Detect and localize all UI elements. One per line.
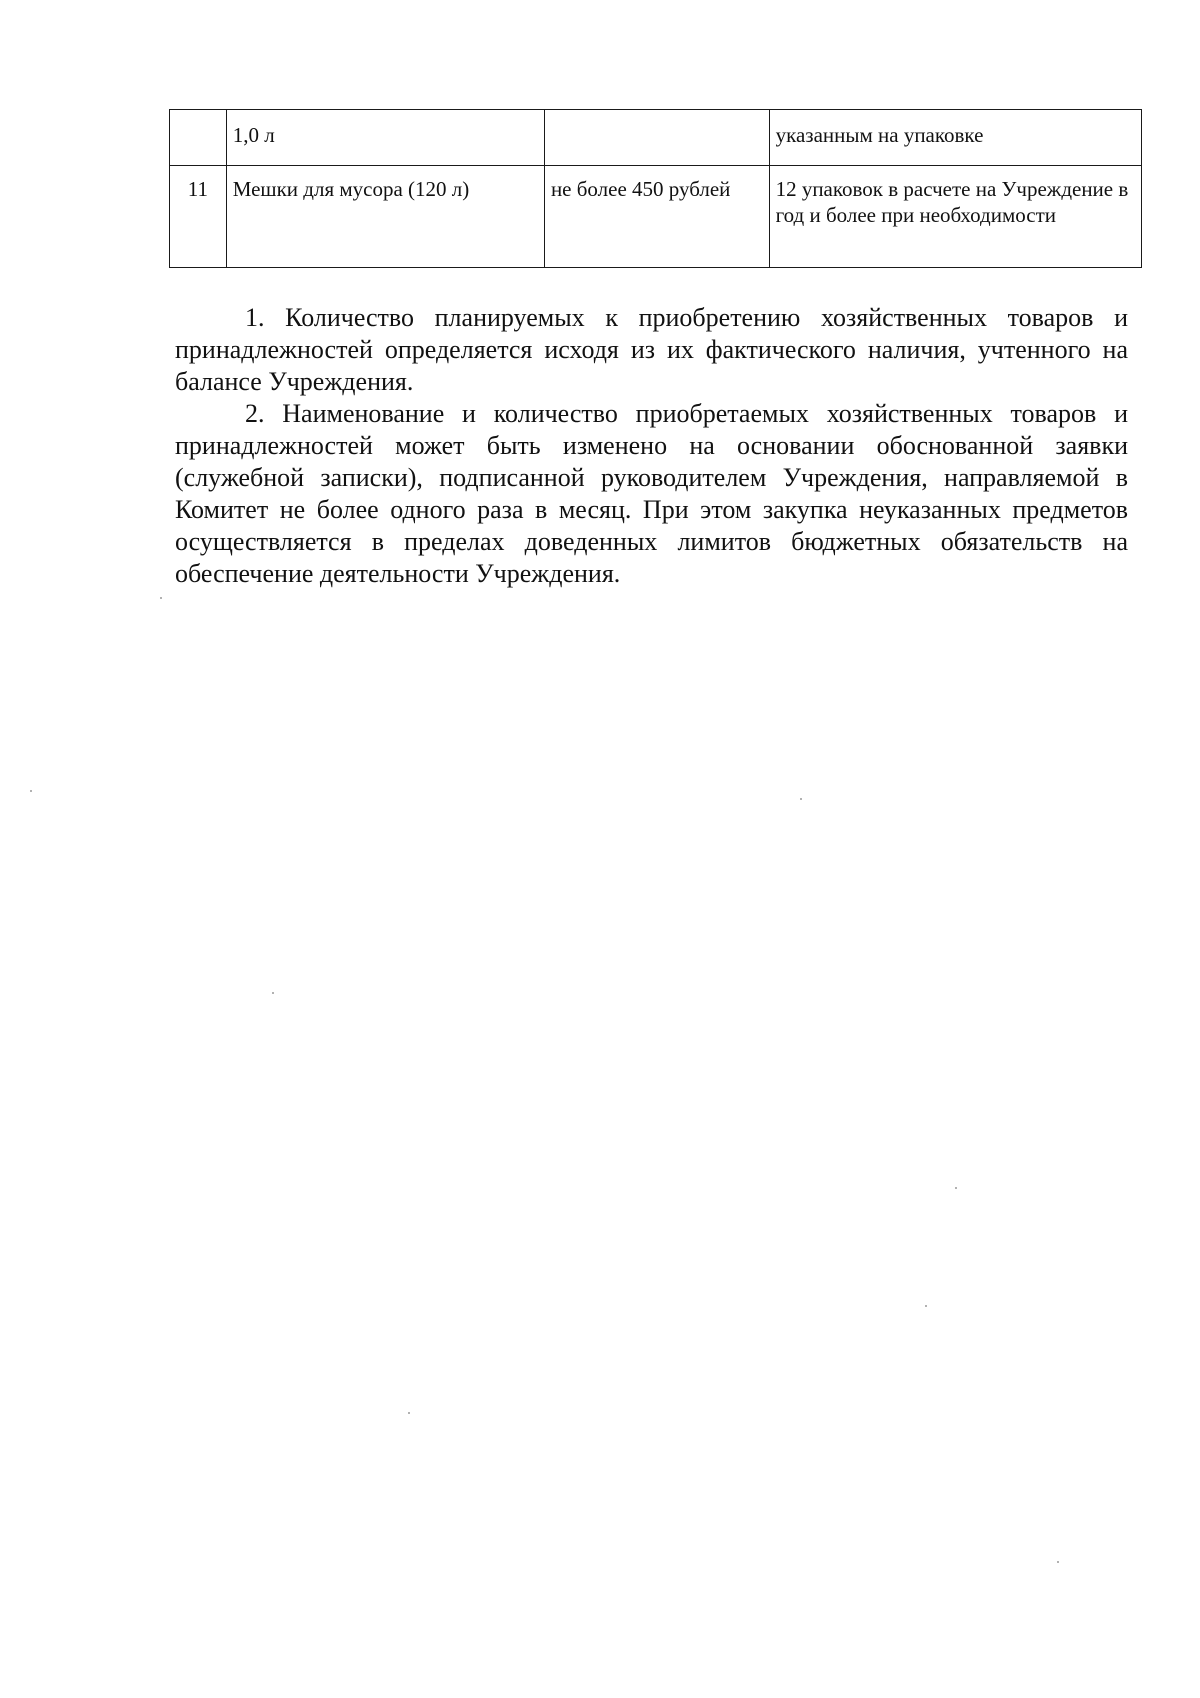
note-paragraph-1: 1. Количество планируемых к приобретению хозяйственных товаров и принадлежностей определяется исходя из их фактического наличия, учтенного на балансе Учреждения. [175,303,1128,396]
notes-section [175,302,1128,590]
scan-speck [800,798,802,800]
norm-cell: 12 упаковок в расчете на Учреждение в год и более при необходимости [769,166,1141,268]
norm-cell: указанным на упаковке [769,110,1141,166]
price-cell [544,110,769,166]
scan-speck [30,790,32,792]
scan-speck [1057,1561,1059,1563]
note-paragraph-2: 2. Наименование и количество приобретаемых хозяйственных товаров и принадлежностей может быть изменено на основании обоснованной заявки (служебной записки), подписанной руководителем Учреждения, направляемой в Комитет не более одного раза в месяц. При этом закупка неуказанных предметов осуществляется в пределах доведенных лимитов бюджетных обязательств на обеспечение деятельности Учреждения. [175,399,1128,588]
goods-table [169,109,1142,268]
row-number-cell: 11 [170,166,227,268]
scan-speck [925,1305,927,1307]
item-name-cell: Мешки для мусора (120 л) [226,166,544,268]
scan-speck [160,597,162,599]
scan-speck [272,992,274,994]
price-cell: не более 450 рублей [544,166,769,268]
row-number-cell [170,110,227,166]
item-name-cell: 1,0 л [226,110,544,166]
scan-speck [955,1187,957,1189]
scan-speck [408,1412,410,1414]
table-row [170,110,1142,166]
table-row [170,166,1142,268]
